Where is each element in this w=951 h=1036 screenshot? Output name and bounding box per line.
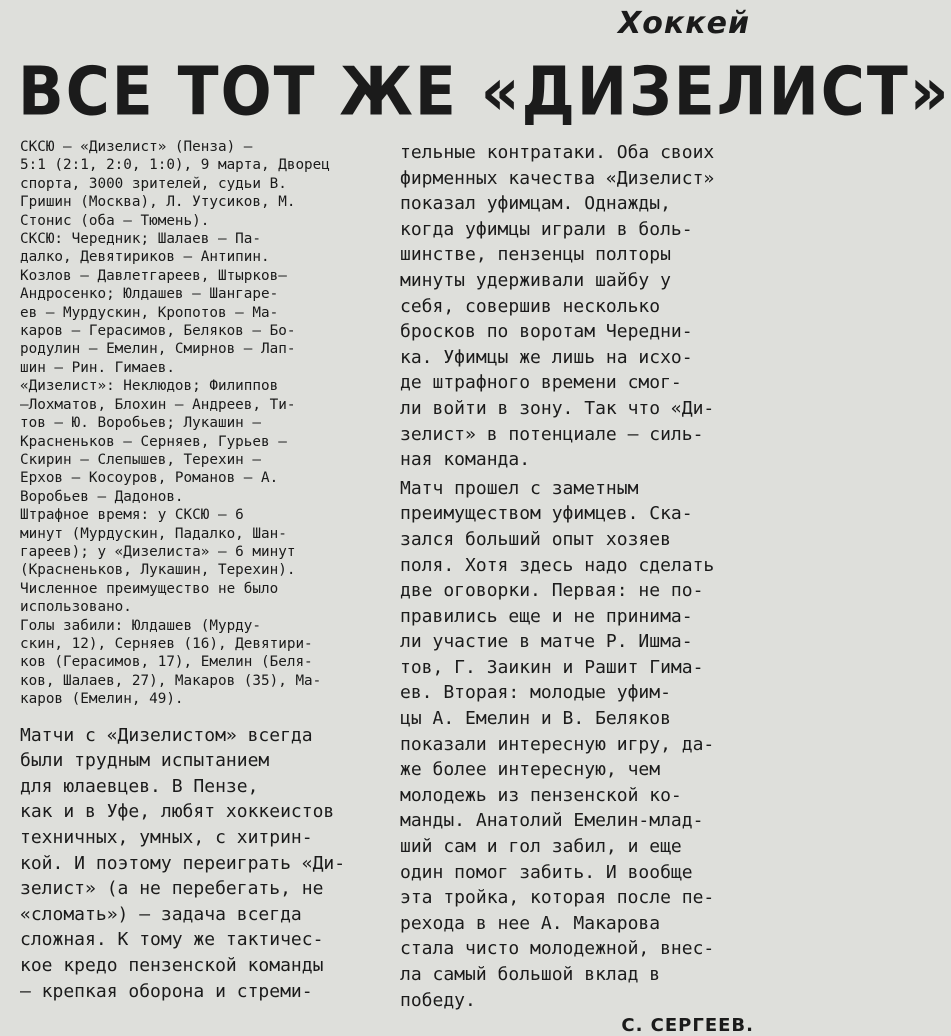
article-headline: ВСЕ ТОТ ЖЕ «ДИЗЕЛИСТ» — [18, 53, 951, 132]
text-line: ев. Вторая: молодые уфим- — [400, 682, 671, 704]
report-line: Штрафное время: у СКСЮ — 6 — [20, 507, 244, 524]
report-line: Гришин (Москва), Л. Утусиков, М. — [20, 194, 296, 211]
text-line: зелист» в потенциале — силь- — [400, 423, 704, 445]
text-line: рехода в нее А. Макарова — [400, 912, 661, 934]
article-body-left — [20, 723, 382, 1005]
left-column — [20, 138, 382, 1004]
report-line: Ерхов — Косоуров, Романов — А. — [20, 470, 279, 487]
text-line: ший сам и гол забил, и еще — [400, 836, 682, 858]
report-line: далко, Девятириков — Антипин. — [20, 249, 270, 266]
text-line: ка. Уфимцы же лишь на исхо- — [400, 346, 693, 368]
report-line: Козлов — Давлетгареев, Штырков— — [20, 267, 287, 284]
report-line: скин, 12), Серняев (16), Девятири- — [20, 635, 313, 652]
text-line: ли войти в зону. Так что «Ди- — [400, 397, 715, 419]
text-line: показали интересную игру, да- — [400, 733, 715, 755]
text-line: тов, Г. Заикин и Рашит Гима- — [400, 656, 704, 678]
report-line: каров — Герасимов, Беляков — Бо- — [20, 323, 296, 340]
text-line: Матч прошел с заметным — [400, 477, 639, 499]
report-line: Андросенко; Юлдашев — Шангаре- — [20, 286, 279, 303]
text-line: тельные контратаки. Оба своих — [400, 142, 715, 163]
text-line: бросков по воротам Чередни- — [400, 321, 693, 343]
report-line: Численное преимущество не было — [20, 580, 279, 597]
author-signature: С. СЕРГЕЕВ. — [621, 1015, 754, 1036]
text-line: преимуществом уфимцев. Ска- — [400, 503, 693, 525]
rubric-label: Хоккей — [618, 6, 750, 41]
text-line: две оговорки. Первая: не по- — [400, 580, 704, 602]
right-column — [400, 140, 770, 1036]
report-line: (Красненьков, Лукашин, Терехин). — [20, 562, 296, 579]
text-line: «сломать») — задача всегда — [20, 903, 302, 925]
text-line: кое кредо пензенской команды — [20, 954, 324, 976]
report-line: ков (Герасимов, 17), Емелин (Беля- — [20, 654, 313, 671]
text-line: техничных, умных, с хитрин- — [20, 826, 313, 848]
text-line: поля. Хотя здесь надо сделать — [400, 554, 715, 576]
report-line: Голы забили: Юлдашев (Мурду- — [20, 617, 262, 634]
report-line: СКСЮ: Чередник; Шалаев — Па- — [20, 231, 262, 248]
text-line: показал уфимцам. Однажды, — [400, 193, 671, 215]
report-line: каров (Емелин, 49). — [20, 691, 184, 708]
text-line: ли участие в матче Р. Ишма- — [400, 631, 693, 653]
report-line: ков, Шалаев, 27), Макаров (35), Ма- — [20, 672, 322, 689]
report-line: гареев); у «Дизелиста» — 6 минут — [20, 543, 296, 560]
text-line: были трудным испытанием — [20, 750, 270, 772]
text-line: как и в Уфе, любят хоккеистов — [20, 801, 335, 823]
text-line: для юлаевцев. В Пензе, — [20, 775, 259, 797]
report-line: спорта, 3000 зрителей, судьи В. — [20, 175, 287, 192]
text-line: фирменных качества «Дизелист» — [400, 167, 715, 189]
text-line: манды. Анатолий Емелин-млад- — [400, 810, 704, 832]
text-line: сложная. К тому же тактичес- — [20, 929, 324, 951]
report-line: Красненьков — Серняев, Гурьев — — [20, 433, 287, 450]
text-line: Матчи с «Дизелистом» всегда — [20, 724, 313, 746]
report-line: 5:1 (2:1, 2:0, 1:0), 9 марта, Дворец — [20, 157, 330, 174]
text-line: стала чисто молодежной, внес- — [400, 938, 715, 960]
report-line: Скирин — Слепышев, Терехин — — [20, 451, 262, 468]
text-line: один помог забить. И вообще — [400, 861, 693, 883]
text-line: правились еще и не принима- — [400, 605, 693, 627]
article-body-right-2 — [400, 476, 770, 1013]
report-line: —Лохматов, Блохин — Андреев, Ти- — [20, 396, 296, 413]
text-line: кой. И поэтому переиграть «Ди- — [20, 852, 346, 874]
text-line: когда уфимцы играли в боль- — [400, 218, 693, 240]
report-line: СКСЮ — «Дизелист» (Пенза) — — [20, 139, 253, 155]
text-line: зелист» (а не перебегать, не — [20, 878, 324, 900]
report-line: использовано. — [20, 599, 132, 616]
report-line: Воробьев — Дадонов. — [20, 488, 184, 505]
report-line: шин — Рин. Гимаев. — [20, 359, 175, 376]
report-line: минут (Мурдускин, Падалко, Шан- — [20, 525, 287, 542]
text-line: шинстве, пензенцы полторы — [400, 244, 671, 266]
text-line: ная команда. — [400, 449, 531, 471]
text-line: минуты удерживали шайбу у — [400, 269, 671, 291]
report-line: ев — Мурдускин, Кропотов — Ма- — [20, 304, 279, 321]
text-line: молодежь из пензенской ко- — [400, 784, 682, 806]
text-line: ла самый большой вклад в — [400, 964, 661, 985]
text-line: же более интересную, чем — [400, 759, 661, 781]
text-line: эта тройка, которая после пе- — [400, 887, 715, 909]
text-line: зался больший опыт хозяев — [400, 528, 671, 550]
text-line: победу. — [400, 989, 476, 1011]
text-line: — крепкая оборона и стреми- — [20, 980, 313, 1002]
report-line: тов — Ю. Воробьев; Лукашин — — [20, 415, 262, 432]
text-line: де штрафного времени смог- — [400, 372, 682, 394]
report-line: родулин — Емелин, Смирнов — Лап- — [20, 341, 296, 358]
report-line: «Дизелист»: Неклюдов; Филиппов — [20, 378, 279, 395]
article-body-right-1 — [400, 140, 770, 473]
text-line: себя, совершив несколько — [400, 295, 661, 317]
text-line: цы А. Емелин и В. Беляков — [400, 708, 671, 730]
report-line: Стонис (оба — Тюмень). — [20, 212, 210, 229]
match-report-block — [20, 138, 382, 709]
